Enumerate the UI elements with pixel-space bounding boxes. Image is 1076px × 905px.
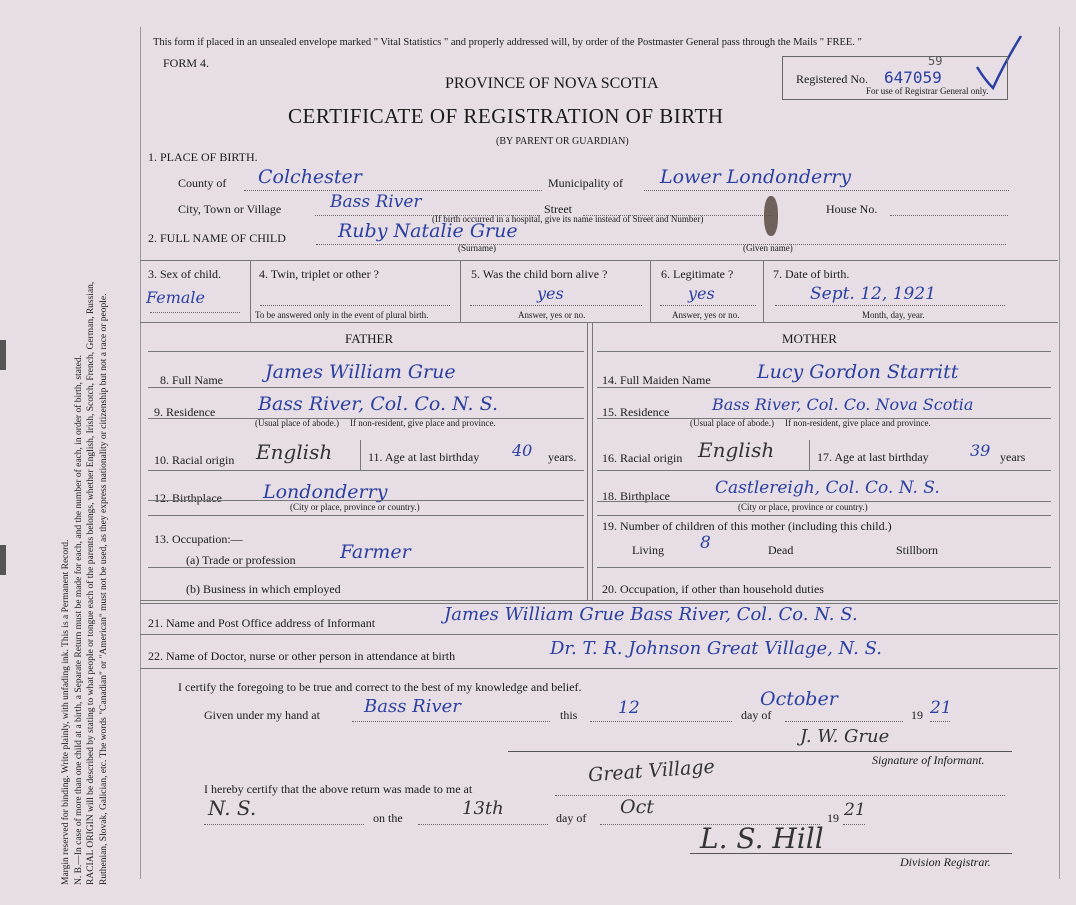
child-name-label: 2. FULL NAME OF CHILD xyxy=(148,231,286,245)
living-value: 8 xyxy=(700,533,711,553)
given-under-label: Given under my hand at xyxy=(204,708,320,722)
business-label: (b) Business in which employed xyxy=(186,582,341,596)
twin-label: 4. Twin, triplet or other ? xyxy=(259,267,379,281)
trade-value: Farmer xyxy=(340,541,411,563)
mother-name-label: 14. Full Maiden Name xyxy=(602,373,711,387)
given-name-note: (Given name) xyxy=(743,243,793,253)
doctor-value: Dr. T. R. Johnson Great Village, N. S. xyxy=(550,638,883,659)
sex-label: 3. Sex of child. xyxy=(148,267,221,281)
father-age-value: 40 xyxy=(512,441,533,460)
mother-racial-value: English xyxy=(698,438,775,462)
father-age-label: 11. Age at last birthday xyxy=(368,450,480,464)
city-value: Bass River xyxy=(330,192,422,212)
legitimate-note: Answer, yes or no. xyxy=(672,310,740,320)
living-label: Living xyxy=(632,543,664,557)
mail-note: This form if placed in an unsealed envelope marked " Vital Statistics " and properly addressed will, by order of the Postmaster General pass through the Mails " FREE. " xyxy=(153,37,862,48)
registrar-year-prefix: 19 xyxy=(827,811,839,825)
registrar-signature-label: Division Registrar. xyxy=(900,855,991,869)
registered-stamp: 59 xyxy=(928,54,943,68)
registrar-province-value: N. S. xyxy=(208,796,257,820)
mother-birthplace-value: Castlereigh, Col. Co. N. S. xyxy=(715,478,940,498)
twin-note: To be answered only in the event of plural birth. xyxy=(255,310,429,320)
certify-text: I certify the foregoing to be true and correct to the best of my knowledge and belief. xyxy=(178,680,582,694)
registrar-signature: L. S. Hill xyxy=(700,822,824,855)
doctor-label: 22. Name of Doctor, nurse or other person in attendance at birth xyxy=(148,649,456,663)
registered-number: 647059 xyxy=(884,68,942,87)
given-day-value: 12 xyxy=(618,698,640,718)
father-name-label: 8. Full Name xyxy=(160,373,223,387)
father-years-label: years. xyxy=(548,450,577,464)
father-name-value: James William Grue xyxy=(265,361,456,383)
father-residence-label: 9. Residence xyxy=(154,405,216,419)
this-label: this xyxy=(560,708,578,722)
registrar-day-of-label: day of xyxy=(556,811,587,825)
mother-age-label: 17. Age at last birthday xyxy=(817,450,929,464)
father-racial-value: English xyxy=(256,440,333,464)
mother-racial-label: 16. Racial origin xyxy=(602,451,683,465)
mother-abode-note: (Usual place of abode.) xyxy=(690,418,774,428)
father-racial-label: 10. Racial origin xyxy=(154,453,235,467)
informant-signature: J. W. Grue xyxy=(800,726,890,747)
legitimate-label: 6. Legitimate ? xyxy=(661,267,734,281)
alive-note: Answer, yes or no. xyxy=(518,310,586,320)
father-birthplace-label: 12. Birthplace xyxy=(154,491,222,505)
margin-instructions xyxy=(60,15,110,885)
mother-birthplace-label: 18. Birthplace xyxy=(602,489,670,503)
mother-residence-label: 15. Residence xyxy=(602,405,670,419)
father-birthplace-note: (City or place, province or country.) xyxy=(290,502,420,512)
margin-line: N. B.—In case of more than one child at a birth, a Separate Return must be made for each, and the number of each, in order of birth, stated. xyxy=(73,355,84,885)
county-label: County of xyxy=(178,176,227,190)
given-year-value: 21 xyxy=(930,698,952,718)
hospital-note: (If birth occurred in a hospital, give its name instead of Street and Number) xyxy=(432,214,704,224)
registrar-certify-text: I hereby certify that the above return was made to me at xyxy=(204,782,473,796)
legitimate-value: yes xyxy=(688,284,715,303)
on-the-label: on the xyxy=(373,811,403,825)
father-abode-note: (Usual place of abode.) xyxy=(255,418,339,428)
municipality-value: Lower Londonderry xyxy=(660,166,852,188)
city-label: City, Town or Village xyxy=(178,202,282,216)
page-title: CERTIFICATE OF REGISTRATION OF BIRTH xyxy=(288,104,724,128)
date-note: Month, day, year. xyxy=(862,310,925,320)
mother-birthplace-note: (City or place, province or country.) xyxy=(738,502,868,512)
surname-note: (Surname) xyxy=(458,243,496,253)
form-number: FORM 4. xyxy=(163,56,210,70)
mother-age-value: 39 xyxy=(970,441,991,460)
margin-line: Ruthenian, Slovak, Galician, etc. The words "Canadian" or "American" must not be used, as they express nationality or citizenship but not a race or people. xyxy=(98,293,109,885)
given-month-value: October xyxy=(760,688,838,710)
mother-nonres-note: If non-resident, give place and province. xyxy=(785,418,931,428)
ink-blot xyxy=(764,196,778,236)
house-no-label: House No. xyxy=(826,202,878,216)
given-day-of-label: day of xyxy=(741,708,772,722)
child-name-value: Ruby Natalie Grue xyxy=(338,220,518,242)
occupation-label: 13. Occupation:— xyxy=(154,532,243,546)
province-heading: PROVINCE OF NOVA SCOTIA xyxy=(445,75,659,92)
father-residence-value: Bass River, Col. Co. N. S. xyxy=(258,393,498,415)
date-of-birth-value: Sept. 12, 1921 xyxy=(810,284,936,304)
registrar-year-value: 21 xyxy=(844,800,866,820)
mother-occupation-label: 20. Occupation, if other than household duties xyxy=(602,582,824,596)
county-value: Colchester xyxy=(258,166,362,188)
binding-edge xyxy=(0,340,6,370)
sex-value: Female xyxy=(146,288,205,307)
alive-value: yes xyxy=(537,284,564,303)
informant-value: James William Grue Bass River, Col. Co. N. S. xyxy=(444,604,858,625)
date-of-birth-label: 7. Date of birth. xyxy=(773,267,850,281)
municipality-label: Municipality of xyxy=(548,176,623,190)
stillborn-label: Stillborn xyxy=(896,543,939,557)
mother-name-value: Lucy Gordon Starritt xyxy=(757,361,959,383)
registered-label: Registered No. xyxy=(796,72,868,86)
margin-line: Margin reserved for binding. Write plainly, with unfading ink. This is a Permanent Record. xyxy=(61,539,71,885)
registrar-use-note: For use of Registrar General only. xyxy=(866,86,989,96)
father-heading: FATHER xyxy=(345,331,394,346)
street-label: Street xyxy=(544,202,572,216)
given-year-prefix: 19 xyxy=(911,708,923,722)
mother-heading: MOTHER xyxy=(782,331,837,346)
margin-line: RACIAL ORIGIN will be described by stating to what people or tongue each of the parents belongs, whether English, Irish, Scotch, French, German, Russian, xyxy=(86,281,96,885)
trade-label: (a) Trade or profession xyxy=(186,553,296,567)
registrar-month-value: Oct xyxy=(620,796,654,818)
registrar-day-value: 13th xyxy=(462,798,504,819)
informant-label: 21. Name and Post Office address of Informant xyxy=(148,616,376,630)
given-place-value: Bass River xyxy=(364,696,461,717)
father-birthplace-value: Londonderry xyxy=(263,481,388,503)
informant-signature-label: Signature of Informant. xyxy=(872,753,985,767)
place-of-birth-label: 1. PLACE OF BIRTH. xyxy=(148,150,258,164)
mother-years-label: years xyxy=(1000,450,1026,464)
mother-residence-value: Bass River, Col. Co. Nova Scotia xyxy=(712,395,974,414)
children-count-label: 19. Number of children of this mother (including this child.) xyxy=(602,519,892,533)
dead-label: Dead xyxy=(768,543,794,557)
alive-label: 5. Was the child born alive ? xyxy=(471,267,608,281)
father-nonres-note: If non-resident, give place and province. xyxy=(350,418,496,428)
binding-edge xyxy=(0,545,6,575)
registrar-place-value: Great Village xyxy=(587,755,716,787)
page-subtitle: (BY PARENT OR GUARDIAN) xyxy=(496,136,629,147)
